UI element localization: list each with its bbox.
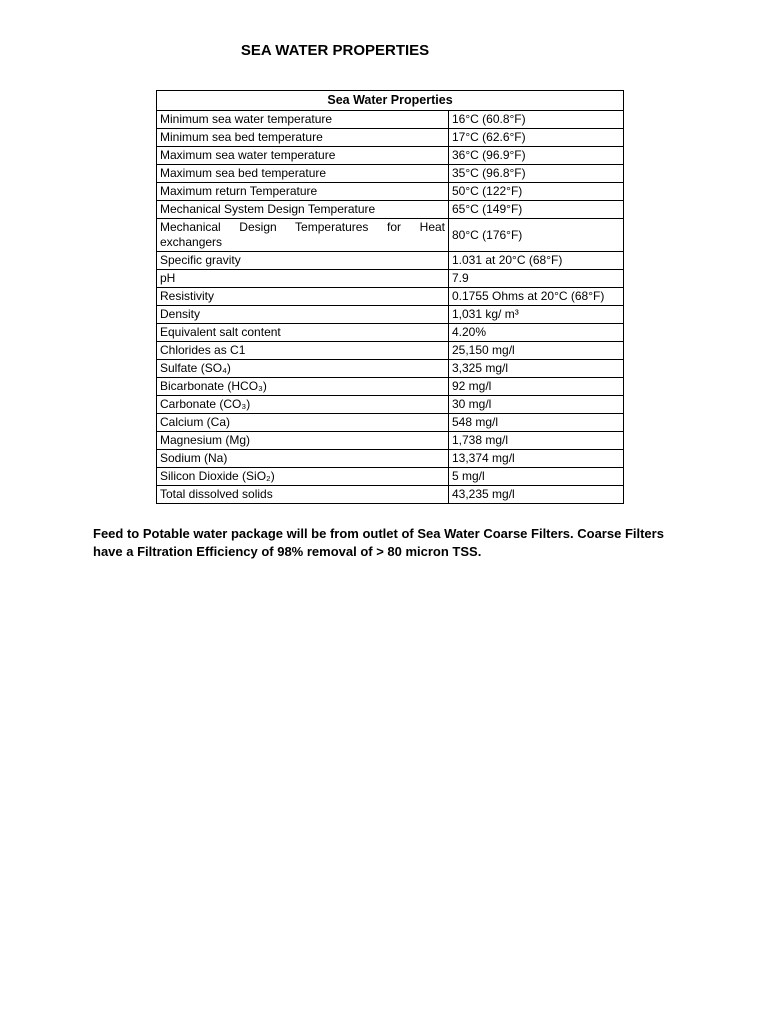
table-row (157, 306, 624, 324)
property-value: 548 mg/l (449, 414, 624, 432)
property-name: Magnesium (Mg) (157, 432, 449, 450)
property-value: 25,150 mg/l (449, 342, 624, 360)
property-name: Bicarbonate (HCO₃) (157, 378, 449, 396)
property-name: Minimum sea water temperature (157, 111, 449, 129)
property-name: Equivalent salt content (157, 324, 449, 342)
table-row (157, 450, 624, 468)
table-row (157, 183, 624, 201)
property-value: 36°C (96.9°F) (449, 147, 624, 165)
property-name: Silicon Dioxide (SiO₂) (157, 468, 449, 486)
property-value: 5 mg/l (449, 468, 624, 486)
property-value: 50°C (122°F) (449, 183, 624, 201)
table-row (157, 378, 624, 396)
property-name: Density (157, 306, 449, 324)
property-name: Sodium (Na) (157, 450, 449, 468)
page-title: SEA WATER PROPERTIES (240, 42, 430, 59)
property-value: 43,235 mg/l (449, 486, 624, 504)
table-row (157, 147, 624, 165)
property-name: Calcium (Ca) (157, 414, 449, 432)
property-value: 3,325 mg/l (449, 360, 624, 378)
sea-water-properties-table (156, 90, 624, 504)
table-row (157, 129, 624, 147)
property-value: 1,031 kg/ m³ (449, 306, 624, 324)
table-row (157, 486, 624, 504)
table-row (157, 111, 624, 129)
table-row (157, 360, 624, 378)
property-name: Specific gravity (157, 252, 449, 270)
property-name: pH (157, 270, 449, 288)
property-value: 30 mg/l (449, 396, 624, 414)
property-value: 17°C (62.6°F) (449, 129, 624, 147)
property-value: 16°C (60.8°F) (449, 111, 624, 129)
property-value: 4.20% (449, 324, 624, 342)
property-value: 92 mg/l (449, 378, 624, 396)
table-caption: Sea Water Properties (157, 91, 624, 111)
table-row (157, 468, 624, 486)
property-name: Maximum sea bed temperature (157, 165, 449, 183)
table-body (157, 111, 624, 504)
table-row (157, 201, 624, 219)
property-name: Maximum sea water temperature (157, 147, 449, 165)
property-value: 80°C (176°F) (449, 219, 624, 252)
property-name: Maximum return Temperature (157, 183, 449, 201)
table-header-row (157, 91, 624, 111)
property-name: Mechanical Design Temperatures for Heat exchangers (157, 219, 449, 252)
table-row (157, 432, 624, 450)
feed-note: Feed to Potable water package will be from outlet of Sea Water Coarse Filters. Coarse Filters have a Filtration Efficiency of 98% removal of > 80 micron TSS. (93, 526, 664, 559)
table-row (157, 270, 624, 288)
property-value: 7.9 (449, 270, 624, 288)
property-name: Resistivity (157, 288, 449, 306)
property-value: 35°C (96.8°F) (449, 165, 624, 183)
property-name: Sulfate (SO₄) (157, 360, 449, 378)
property-name: Minimum sea bed temperature (157, 129, 449, 147)
table-row (157, 252, 624, 270)
property-value: 13,374 mg/l (449, 450, 624, 468)
table-row (157, 219, 624, 252)
property-value: 1.031 at 20°C (68°F) (449, 252, 624, 270)
property-name: Chlorides as C1 (157, 342, 449, 360)
property-name: Mechanical System Design Temperature (157, 201, 449, 219)
property-name: Total dissolved solids (157, 486, 449, 504)
property-value: 65°C (149°F) (449, 201, 624, 219)
property-name: Carbonate (CO₃) (157, 396, 449, 414)
table-row (157, 342, 624, 360)
table-row (157, 414, 624, 432)
property-value: 1,738 mg/l (449, 432, 624, 450)
table-row (157, 165, 624, 183)
property-value: 0.1755 Ohms at 20°C (68°F) (449, 288, 624, 306)
table-row (157, 288, 624, 306)
table-row (157, 396, 624, 414)
table-row (157, 324, 624, 342)
